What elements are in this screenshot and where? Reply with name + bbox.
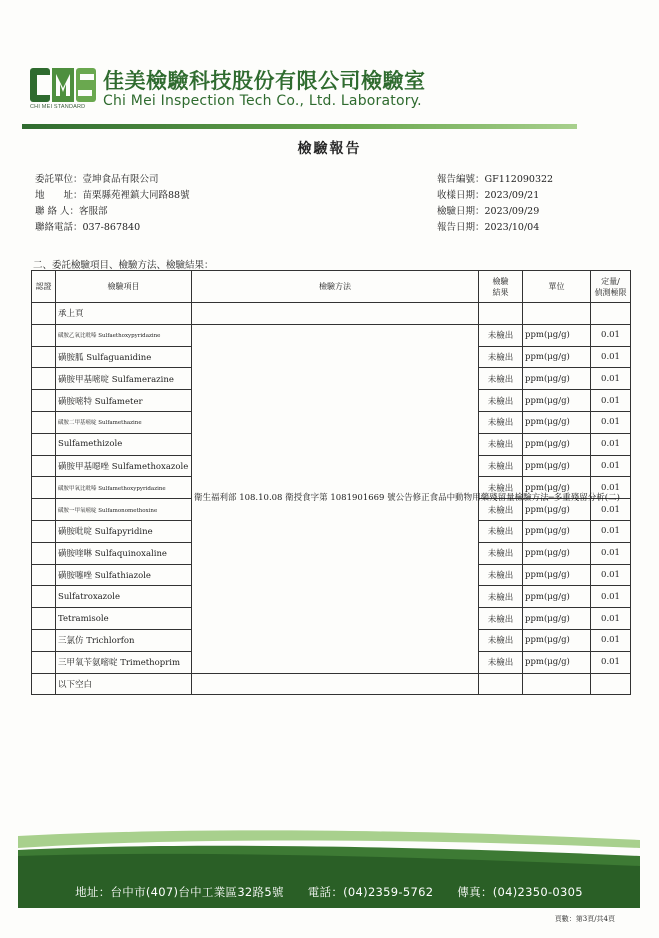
item-cell: 磺胺噻唑 Sulfathiazole	[56, 564, 192, 586]
header-method: 檢驗方法	[192, 271, 479, 303]
mark-cell	[32, 477, 56, 499]
item-cell: 磺胺喹啉 Sulfaquinoxaline	[56, 542, 192, 564]
unit-cell: ppm(μg/g)	[523, 564, 591, 586]
footer-address: 地址：台中市(407)台中工業區32路5號	[75, 885, 284, 899]
footer-phone: 電話：(04)2359-5762	[307, 885, 434, 899]
item-cell: 磺胺吡啶 Sulfapyridine	[56, 520, 192, 542]
limit-cell: 0.01	[591, 346, 631, 368]
limit-cell: 0.01	[591, 477, 631, 499]
item-cell: 磺胺甲氧比吡嗪 Sulfamethoxypyridazine	[56, 477, 192, 499]
result-cell: 未檢出	[479, 564, 523, 586]
item-cell: 磺胺嘧特 Sulfameter	[56, 390, 192, 412]
header-mark: 認證	[32, 271, 56, 303]
client-contact-row: 聯 絡 人：客服部	[35, 206, 108, 217]
client-unit-row: 委託單位：壹坤食品有限公司	[35, 174, 159, 185]
result-cell: 未檢出	[479, 499, 523, 521]
mark-cell	[32, 411, 56, 433]
unit-cell: ppm(μg/g)	[523, 499, 591, 521]
result-cell: 未檢出	[479, 520, 523, 542]
continued-label: 承上頁	[56, 303, 192, 325]
mark-cell	[32, 499, 56, 521]
result-cell: 未檢出	[479, 433, 523, 455]
item-cell: 磺胺乙氧比吡嗪 Sulfaethoxypyridazine	[56, 324, 192, 346]
end-row	[32, 673, 631, 695]
limit-cell: 0.01	[591, 608, 631, 630]
limit-cell: 0.01	[591, 542, 631, 564]
item-cell: 磺胺甲基噁唑 Sulfamethoxazole	[56, 455, 192, 477]
limit-cell: 0.01	[591, 564, 631, 586]
limit-cell: 0.01	[591, 651, 631, 673]
mark-cell	[32, 542, 56, 564]
unit-cell: ppm(μg/g)	[523, 346, 591, 368]
header-result: 檢驗 結果	[479, 271, 523, 303]
item-cell: Sulfatroxazole	[56, 586, 192, 608]
result-cell: 未檢出	[479, 324, 523, 346]
table-header-row	[32, 271, 631, 303]
item-cell: 磺胺甲基嘧啶 Sulfamerazine	[56, 368, 192, 390]
result-cell: 未檢出	[479, 608, 523, 630]
company-name-en: Chi Mei Inspection Tech Co., Ltd. Laboratory.	[103, 93, 422, 109]
mark-cell	[32, 368, 56, 390]
client-address-row: 地 址：苗栗縣苑裡鎮大同路88號	[35, 190, 190, 201]
company-logo	[30, 64, 98, 106]
client-phone-row: 聯絡電話：037-867840	[35, 222, 141, 233]
report-title: 檢驗報告	[297, 141, 362, 157]
unit-cell: ppm(μg/g)	[523, 433, 591, 455]
footer-contact	[18, 884, 640, 900]
limit-cell: 0.01	[591, 411, 631, 433]
result-cell: 未檢出	[479, 455, 523, 477]
result-cell: 未檢出	[479, 411, 523, 433]
end-note: 以下空白	[56, 673, 192, 695]
mark-cell	[32, 651, 56, 673]
method-cell: 衛生福利部 108.10.08 衛授食字第 1081901669 號公告修正食品中動物用藥殘留量檢驗方法─多重殘留分析(二)	[192, 324, 479, 673]
unit-cell: ppm(μg/g)	[523, 477, 591, 499]
unit-cell: ppm(μg/g)	[523, 390, 591, 412]
unit-cell: ppm(μg/g)	[523, 368, 591, 390]
mark-cell	[32, 346, 56, 368]
report-number-row: 報告編號：GF112090322	[437, 174, 554, 185]
mark-cell	[32, 455, 56, 477]
company-name-zh: 佳美檢驗科技股份有限公司檢驗室	[103, 69, 426, 93]
unit-cell: ppm(μg/g)	[523, 651, 591, 673]
mark-cell	[32, 629, 56, 651]
result-cell: 未檢出	[479, 368, 523, 390]
unit-cell: ppm(μg/g)	[523, 411, 591, 433]
item-cell: 磺胺胍 Sulfaguanidine	[56, 346, 192, 368]
results-table	[31, 270, 631, 695]
limit-cell: 0.01	[591, 499, 631, 521]
mark-cell	[32, 608, 56, 630]
client-info	[35, 172, 190, 236]
limit-cell: 0.01	[591, 368, 631, 390]
page-number: 頁數：第3頁/共4頁	[554, 915, 615, 923]
report-date-row: 報告日期：2023/10/04	[437, 222, 540, 233]
logo-subtitle: CHI MEI STANDARD	[30, 104, 86, 110]
result-cell: 未檢出	[479, 586, 523, 608]
mark-cell	[32, 520, 56, 542]
item-cell: 三甲氧苄氨嘧啶 Trimethoprim	[56, 651, 192, 673]
header-item: 檢驗項目	[56, 271, 192, 303]
report-info	[437, 172, 553, 236]
footer-fax: 傳真：(04)2350-0305	[457, 885, 583, 899]
item-cell: Sulfamethizole	[56, 433, 192, 455]
mark-cell	[32, 586, 56, 608]
item-cell: 磺胺二甲基嘧啶 Sulfamethazine	[56, 411, 192, 433]
limit-cell: 0.01	[591, 455, 631, 477]
unit-cell: ppm(μg/g)	[523, 586, 591, 608]
mark-cell	[32, 433, 56, 455]
header-rule	[22, 124, 577, 129]
unit-cell: ppm(μg/g)	[523, 542, 591, 564]
mark-cell	[32, 390, 56, 412]
continued-row	[32, 303, 631, 325]
result-cell: 未檢出	[479, 477, 523, 499]
item-cell: 三氯仿 Trichlorfon	[56, 629, 192, 651]
result-cell: 未檢出	[479, 390, 523, 412]
unit-cell: ppm(μg/g)	[523, 629, 591, 651]
test-date-row: 檢驗日期：2023/09/29	[437, 206, 540, 217]
unit-cell: ppm(μg/g)	[523, 455, 591, 477]
receive-date-row: 收樣日期：2023/09/21	[437, 190, 540, 201]
result-cell: 未檢出	[479, 542, 523, 564]
section-title: 二、委託檢驗項目、檢驗方法、檢驗結果：	[33, 260, 214, 271]
limit-cell: 0.01	[591, 324, 631, 346]
result-cell: 未檢出	[479, 629, 523, 651]
item-cell: 磺胺一甲氧嘧啶 Sulfamonomethoxine	[56, 499, 192, 521]
table-row	[32, 324, 631, 346]
limit-cell: 0.01	[591, 520, 631, 542]
limit-cell: 0.01	[591, 586, 631, 608]
limit-cell: 0.01	[591, 433, 631, 455]
header-limit: 定量/ 偵測極限	[591, 271, 631, 303]
limit-cell: 0.01	[591, 629, 631, 651]
unit-cell: ppm(μg/g)	[523, 324, 591, 346]
unit-cell: ppm(μg/g)	[523, 608, 591, 630]
header-unit: 單位	[523, 271, 591, 303]
limit-cell: 0.01	[591, 390, 631, 412]
mark-cell	[32, 564, 56, 586]
mark-cell	[32, 324, 56, 346]
result-cell: 未檢出	[479, 346, 523, 368]
result-cell: 未檢出	[479, 651, 523, 673]
unit-cell: ppm(μg/g)	[523, 520, 591, 542]
item-cell: Tetramisole	[56, 608, 192, 630]
